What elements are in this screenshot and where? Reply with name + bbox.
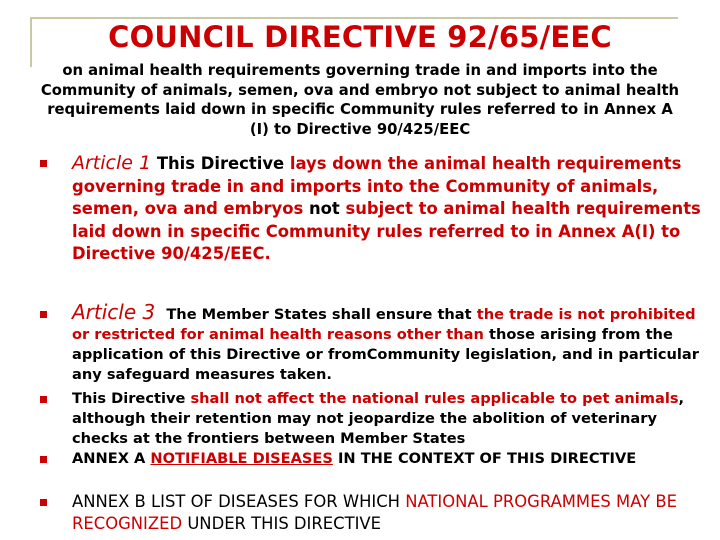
article-3-text-c: those arising from the application of this Directive or fromCommunity legislation, and in particular any safeguard measures taken. [72,326,699,383]
square-bullet-icon [40,396,47,403]
pet-animals-text-c: , although their retention may not jeopardize the abolition of veterinary checks at the frontiers between Member States [72,390,685,447]
article-1-text-d: subject to animal health requirements laid down in specific Community rules referred to in Annex A(I) to Directive 90/425/EEC. [72,199,701,263]
annex-b-label: ANNEX B [72,492,146,511]
annex-a-text: IN THE CONTEXT OF THIS DIRECTIVE [338,450,637,467]
article-1-text-a: This Directive [156,154,285,173]
annex-a-notifiable-diseases: NOTIFIABLE DISEASES [150,450,333,467]
pet-animals-text-a: This Directive [72,390,186,407]
annex-b-national-programmes: NATIONAL PROGRAMMES MAY BE RECOGNIZED [72,492,677,533]
article-3-text-b: the trade is not prohibited or restricted for animal health reasons other than [72,306,696,343]
annex-b-paragraph [72,491,702,535]
article-1-paragraph [72,152,702,266]
square-bullet-icon [40,311,47,318]
square-bullet-icon [40,160,47,167]
frame-line-top [30,17,678,19]
article-3-label: Article 3 [72,300,156,324]
pet-animals-text-b: shall not affect the national rules applicable to pet animals [190,390,679,407]
square-bullet-icon [40,456,47,463]
annex-a-label: ANNEX A [72,450,146,467]
article-3-text-a: The Member States shall ensure that [166,306,472,323]
article-1-text-b: lays down the animal health requirements governing trade in and imports into the Community of animals, semen, ova and embryos [72,154,682,218]
annex-b-text-a: LIST OF DISEASES FOR WHICH [151,492,400,511]
annex-a-paragraph [72,449,702,469]
article-1-text-c: not [308,199,340,218]
square-bullet-icon [40,499,47,506]
annex-b-text-b: UNDER THIS DIRECTIVE [187,514,381,533]
pet-animals-paragraph [72,389,702,449]
page-title: COUNCIL DIRECTIVE 92/65/EEC [108,20,612,54]
article-1-label: Article 1 [72,152,152,174]
page-subtitle: on animal health requirements governing trade in and imports into the Community of animals, semen, ova and embryo not subject to animal health requirements laid down in specific Community rules referred to in Annex A (I) to Directive 90/425/EEC [40,62,680,138]
article-3-paragraph [72,302,702,385]
